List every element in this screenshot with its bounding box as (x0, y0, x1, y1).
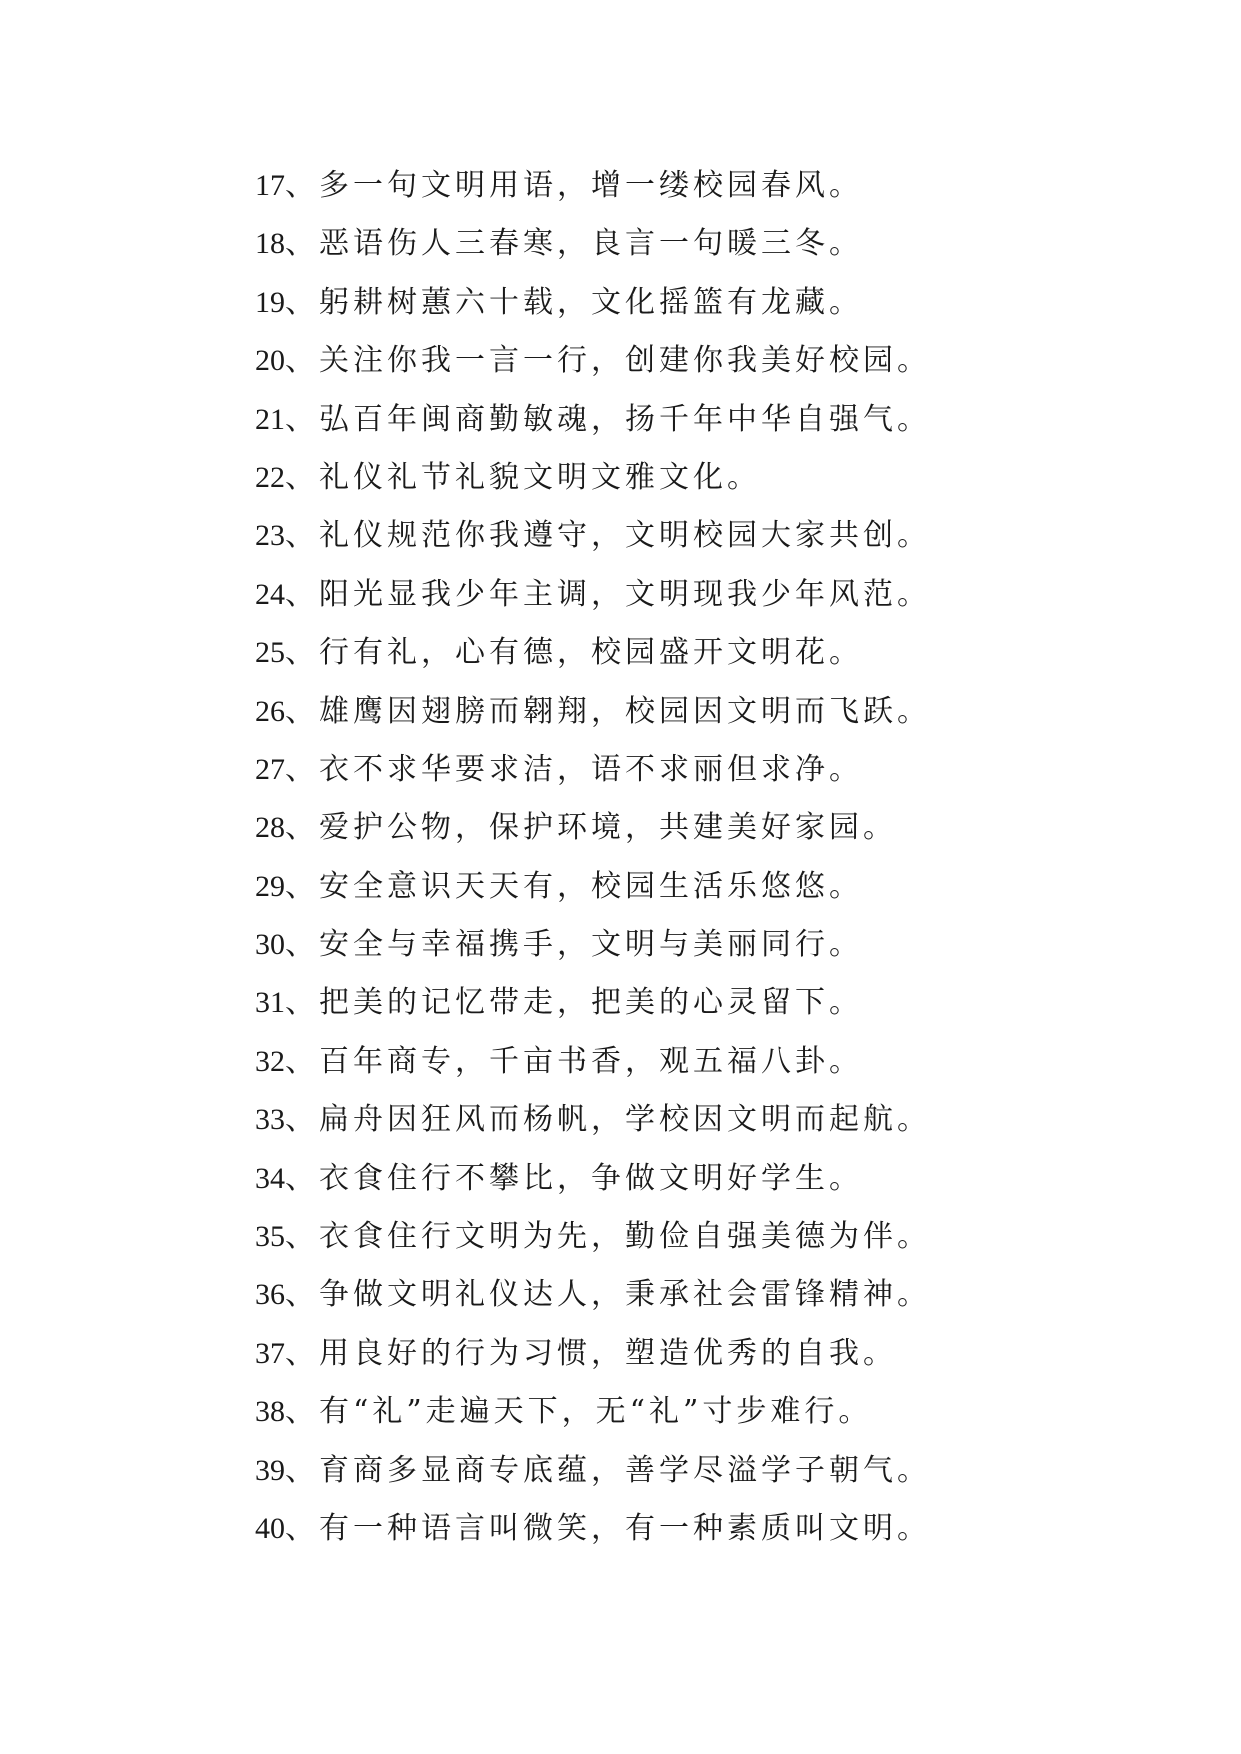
list-item (255, 624, 1215, 682)
list-item (255, 449, 1215, 507)
item-number: 38 (255, 1395, 285, 1429)
item-text: 有“礼”走遍天下，无“礼”寸步难行。 (319, 1394, 873, 1430)
list-item (255, 274, 1215, 332)
list-item (255, 799, 1215, 857)
item-text: 爱护公物，保护环境，共建美好家园。 (319, 810, 897, 846)
item-number: 31 (255, 986, 285, 1020)
item-text: 育商多显商专底蕴，善学尽溢学子朝气。 (319, 1452, 931, 1488)
item-number: 22 (255, 460, 285, 494)
item-number: 27 (255, 752, 285, 786)
item-number: 40 (255, 1511, 285, 1545)
item-separator: 、 (285, 168, 319, 203)
item-separator: 、 (285, 1335, 319, 1371)
item-separator: 、 (285, 635, 319, 671)
item-separator: 、 (285, 868, 319, 904)
item-separator: 、 (285, 751, 319, 787)
item-text: 礼仪礼节礼貌文明文雅文化。 (319, 459, 761, 495)
item-number: 35 (255, 1220, 285, 1254)
list-item (255, 974, 1215, 1032)
list-item (255, 683, 1215, 741)
list-item (255, 1500, 1215, 1558)
list-item (255, 1091, 1215, 1149)
item-text: 衣不求华要求洁，语不求丽但求净。 (319, 751, 863, 787)
list-item (255, 332, 1215, 390)
item-text: 衣食住行不攀比，争做文明好学生。 (319, 1160, 863, 1196)
item-text: 行有礼，心有德，校园盛开文明花。 (319, 635, 863, 671)
item-separator: 、 (285, 1452, 319, 1488)
item-text: 争做文明礼仪达人，秉承社会雷锋精神。 (319, 1277, 931, 1313)
item-separator: 、 (285, 1277, 319, 1313)
item-text: 关注你我一言一行，创建你我美好校园。 (319, 343, 931, 379)
item-text: 扁舟因狂风而杨帆，学校因文明而起航。 (319, 1102, 931, 1138)
item-separator: 、 (285, 343, 319, 379)
item-text: 安全意识天天有，校园生活乐悠悠。 (319, 868, 863, 904)
list-item (255, 215, 1215, 273)
list-item (255, 391, 1215, 449)
item-number: 26 (255, 694, 285, 728)
item-number: 28 (255, 811, 285, 845)
item-number: 30 (255, 928, 285, 962)
slogan-list (255, 157, 1215, 1558)
list-item (255, 507, 1215, 565)
list-item (255, 1150, 1215, 1208)
item-separator: 、 (285, 1043, 319, 1079)
item-separator: 、 (285, 226, 319, 262)
item-text: 礼仪规范你我遵守，文明校园大家共创。 (319, 518, 931, 554)
item-number: 24 (255, 577, 285, 611)
item-separator: 、 (285, 401, 319, 437)
item-number: 33 (255, 1103, 285, 1137)
list-item (255, 1266, 1215, 1324)
item-number: 39 (255, 1453, 285, 1487)
list-item (255, 916, 1215, 974)
item-separator: 、 (285, 927, 319, 963)
item-text: 多一句文明用语，增一缕校园春风。 (319, 168, 863, 203)
list-item (255, 1033, 1215, 1091)
item-separator: 、 (285, 518, 319, 554)
item-number: 19 (255, 285, 285, 319)
item-separator: 、 (285, 284, 319, 320)
item-text: 把美的记忆带走，把美的心灵留下。 (319, 985, 863, 1021)
item-separator: 、 (285, 1219, 319, 1255)
item-separator: 、 (285, 985, 319, 1021)
item-separator: 、 (285, 576, 319, 612)
item-text: 衣食住行文明为先，勤俭自强美德为伴。 (319, 1219, 931, 1255)
list-item (255, 1442, 1215, 1500)
item-separator: 、 (285, 1160, 319, 1196)
list-item (255, 1325, 1215, 1383)
list-item (255, 1208, 1215, 1266)
item-text: 用良好的行为习惯，塑造优秀的自我。 (319, 1335, 897, 1371)
item-number: 17 (255, 169, 285, 202)
item-text: 恶语伤人三春寒，良言一句暖三冬。 (319, 226, 863, 262)
item-text: 有一种语言叫微笑，有一种素质叫文明。 (319, 1510, 931, 1546)
item-separator: 、 (285, 459, 319, 495)
item-number: 21 (255, 402, 285, 436)
item-number: 36 (255, 1278, 285, 1312)
list-item (255, 858, 1215, 916)
item-text: 安全与幸福携手，文明与美丽同行。 (319, 927, 863, 963)
item-text: 百年商专，千亩书香，观五福八卦。 (319, 1043, 863, 1079)
item-separator: 、 (285, 693, 319, 729)
list-item (255, 157, 1215, 215)
item-number: 23 (255, 519, 285, 553)
item-text: 雄鹰因翅膀而翱翔，校园因文明而飞跃。 (319, 693, 931, 729)
item-number: 29 (255, 869, 285, 903)
list-item (255, 741, 1215, 799)
item-number: 37 (255, 1336, 285, 1370)
item-number: 18 (255, 227, 285, 261)
item-separator: 、 (285, 810, 319, 846)
item-separator: 、 (285, 1102, 319, 1138)
item-separator: 、 (285, 1510, 319, 1546)
list-item (255, 1383, 1215, 1441)
item-separator: 、 (285, 1394, 319, 1430)
item-number: 32 (255, 1044, 285, 1078)
item-text: 阳光显我少年主调，文明现我少年风范。 (319, 576, 931, 612)
item-number: 34 (255, 1161, 285, 1195)
list-item (255, 566, 1215, 624)
item-number: 25 (255, 636, 285, 670)
item-number: 20 (255, 344, 285, 378)
item-text: 躬耕树蕙六十载，文化摇篮有龙藏。 (319, 284, 863, 320)
item-text: 弘百年闽商勤敏魂，扬千年中华自强气。 (319, 401, 931, 437)
